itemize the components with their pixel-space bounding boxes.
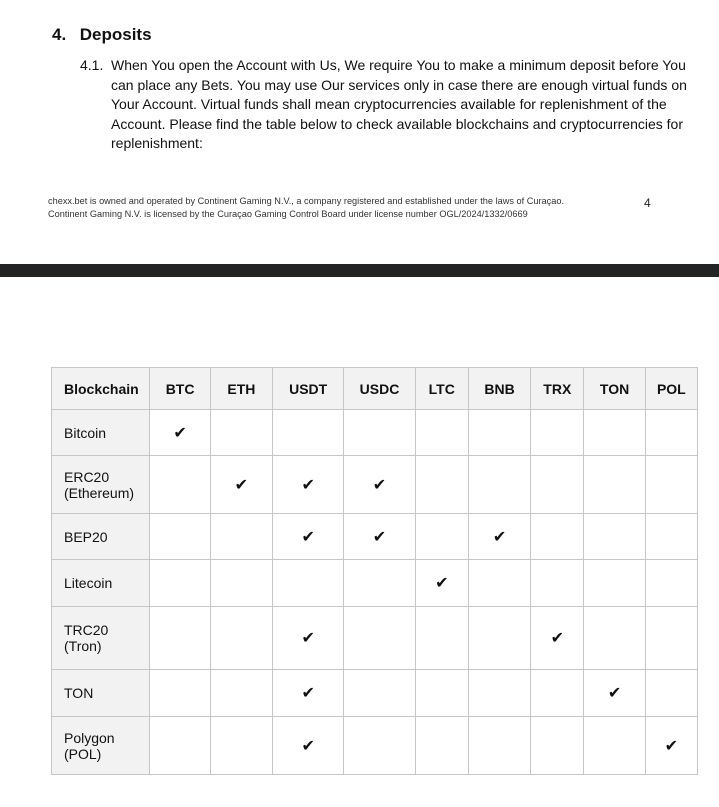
- table-row: [52, 514, 698, 560]
- check-cell: [645, 560, 697, 607]
- check-cell: ✔: [531, 607, 584, 670]
- check-cell: ✔: [273, 607, 344, 670]
- check-cell: [584, 560, 645, 607]
- check-cell: [344, 607, 415, 670]
- check-cell: [645, 670, 697, 717]
- row-name-line: BEP20: [64, 528, 108, 545]
- check-cell: [531, 670, 584, 717]
- check-cell: [415, 607, 468, 670]
- check-cell: [468, 717, 530, 775]
- check-cell: [210, 670, 272, 717]
- check-cell: [531, 410, 584, 456]
- check-cell: ✔: [273, 717, 344, 775]
- check-cell: [584, 410, 645, 456]
- row-name-cell: [52, 514, 150, 560]
- header-cell-blockchain: Blockchain: [52, 368, 150, 410]
- check-cell: [645, 607, 697, 670]
- check-cell: [150, 607, 210, 670]
- clause-paragraph: When You open the Account with Us, We require You to make a minimum deposit before You can place any Bets. You may use Our services only in case there are enough virtual funds on Your Account. Virtual funds shall mean cryptocurrencies available for replenishment of the Account. Please find the table below to check available blockchains and cryptocurrencies for replenishment:: [111, 57, 687, 151]
- check-cell: [531, 560, 584, 607]
- section-number: 4.: [52, 25, 67, 44]
- check-cell: ✔: [150, 410, 210, 456]
- page-footer: [48, 195, 628, 220]
- row-name-cell: [52, 560, 150, 607]
- section-title-text: Deposits: [79, 25, 152, 44]
- row-name-cell: [52, 670, 150, 717]
- row-name-line: TRC20: [64, 622, 109, 638]
- check-cell: [415, 670, 468, 717]
- row-name-cell: [52, 456, 150, 514]
- header-cell-ltc: LTC: [415, 368, 468, 410]
- row-name-line: (POL): [64, 745, 102, 762]
- row-name-line: Bitcoin: [64, 424, 107, 441]
- check-cell: [468, 410, 530, 456]
- page-divider: [0, 264, 719, 277]
- check-cell: ✔: [273, 514, 344, 560]
- table-row: [52, 607, 698, 670]
- check-cell: [210, 410, 272, 456]
- header-cell-btc: BTC: [150, 368, 210, 410]
- check-cell: [468, 456, 530, 514]
- check-cell: [468, 607, 530, 670]
- check-cell: [415, 717, 468, 775]
- document-page-upper: [0, 0, 719, 264]
- row-name-line: TON: [64, 685, 94, 701]
- check-cell: [584, 456, 645, 514]
- header-cell-bnb: BNB: [468, 368, 530, 410]
- check-cell: [210, 607, 272, 670]
- check-cell: [531, 456, 584, 514]
- check-cell: [584, 514, 645, 560]
- check-cell: ✔: [645, 717, 697, 775]
- row-name-line: (Tron): [64, 638, 102, 654]
- header-cell-usdt: USDT: [273, 368, 344, 410]
- check-cell: ✔: [273, 456, 344, 514]
- check-cell: [415, 456, 468, 514]
- table-row: [52, 717, 698, 775]
- check-cell: [415, 410, 468, 456]
- header-cell-usdc: USDC: [344, 368, 415, 410]
- check-cell: [531, 514, 584, 560]
- check-cell: ✔: [344, 514, 415, 560]
- row-name-line: (Ethereum): [64, 484, 135, 501]
- row-name-cell: [52, 410, 150, 456]
- row-name-line: Litecoin: [64, 575, 113, 591]
- header-cell-ton: TON: [584, 368, 645, 410]
- check-cell: ✔: [210, 456, 272, 514]
- section-heading: [52, 25, 152, 45]
- check-cell: ✔: [584, 670, 645, 717]
- check-cell: [150, 456, 210, 514]
- check-cell: [584, 607, 645, 670]
- header-cell-trx: TRX: [531, 368, 584, 410]
- check-cell: [150, 670, 210, 717]
- check-cell: [150, 717, 210, 775]
- table-row: [52, 410, 698, 456]
- page-number: 4: [644, 196, 651, 210]
- footer-line-2: Continent Gaming N.V. is licensed by the Curaçao Gaming Control Board under license number OGL/2024/1332/0669: [48, 208, 528, 219]
- check-cell: [344, 410, 415, 456]
- check-cell: [584, 717, 645, 775]
- check-cell: [210, 717, 272, 775]
- check-cell: [645, 514, 697, 560]
- footer-line-1: chexx.bet is owned and operated by Continent Gaming N.V., a company registered and established under the laws of Curaçao.: [48, 196, 565, 206]
- check-cell: [531, 717, 584, 775]
- check-cell: [273, 410, 344, 456]
- check-cell: [150, 514, 210, 560]
- check-cell: [344, 717, 415, 775]
- clause-number: 4.1.: [80, 57, 104, 73]
- row-name-cell: [52, 717, 150, 775]
- check-cell: ✔: [344, 456, 415, 514]
- check-cell: [415, 514, 468, 560]
- table-header-row: [52, 368, 698, 410]
- header-cell-eth: ETH: [210, 368, 272, 410]
- check-cell: [645, 456, 697, 514]
- check-cell: [344, 670, 415, 717]
- check-cell: [468, 560, 530, 607]
- table-row: [52, 560, 698, 607]
- table-row: [52, 670, 698, 717]
- check-cell: [468, 670, 530, 717]
- blockchain-currency-table: [51, 367, 698, 775]
- row-name-cell: [52, 607, 150, 670]
- row-name-line: Polygon: [64, 729, 115, 746]
- header-cell-pol: POL: [645, 368, 697, 410]
- check-cell: [150, 560, 210, 607]
- check-cell: [645, 410, 697, 456]
- check-cell: [210, 514, 272, 560]
- check-cell: [210, 560, 272, 607]
- check-cell: ✔: [468, 514, 530, 560]
- check-cell: ✔: [415, 560, 468, 607]
- row-name-line: ERC20: [64, 468, 110, 485]
- check-cell: ✔: [273, 670, 344, 717]
- check-cell: [344, 560, 415, 607]
- check-cell: [273, 560, 344, 607]
- table-row: [52, 456, 698, 514]
